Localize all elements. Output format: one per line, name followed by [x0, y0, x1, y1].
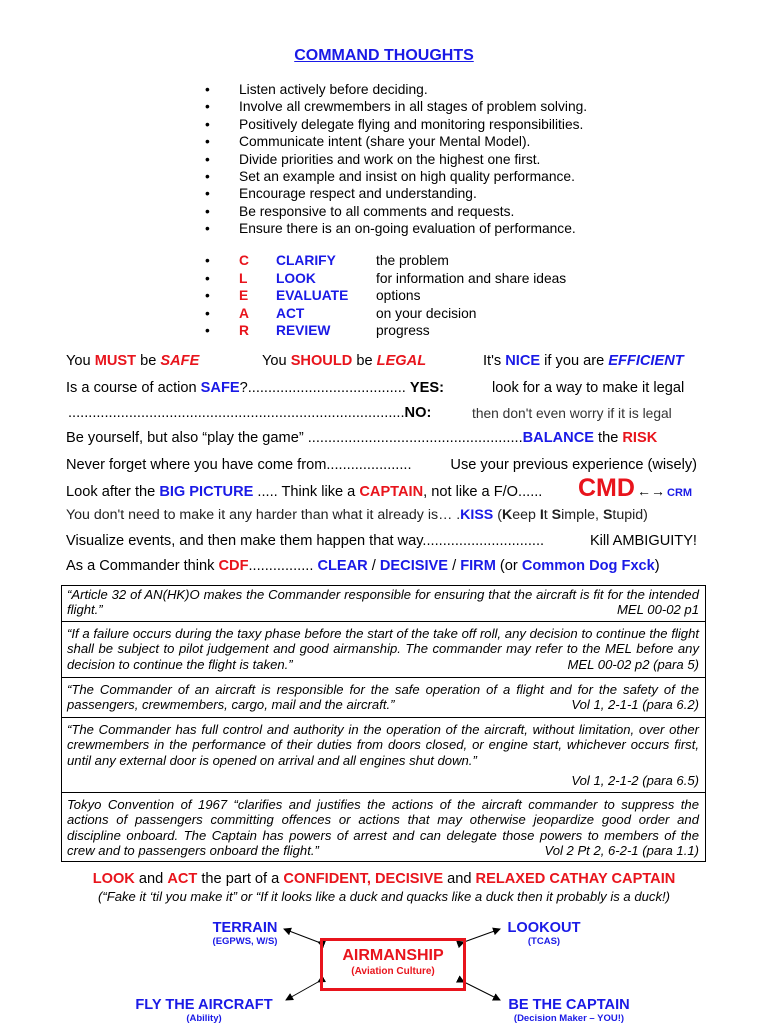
quote-reference: Vol 2 Pt 2, 6-2-1 (para 1.1): [540, 843, 699, 858]
bullet-icon: •: [205, 82, 210, 97]
airmanship-center-box: AIRMANSHIP (Aviation Culture): [320, 938, 466, 991]
quote-reference: MEL 00-02 p1: [616, 602, 699, 617]
should-legal-line: You SHOULD be LEGAL: [262, 353, 427, 369]
list-item: • Involve all crewmembers in all stages of problem solving.: [205, 99, 588, 115]
crm-label: CRM: [667, 487, 693, 499]
bullet-icon: •: [205, 134, 210, 150]
list-item: • Communicate intent (share your Mental Model).: [205, 134, 531, 150]
page-title: COMMAND THOUGHTS: [294, 47, 474, 64]
bullet-icon: •: [205, 305, 210, 321]
cdf-line: As a Commander think CDF................ CLEAR / DECISIVE / FIRM (or Common Dog Fxck): [66, 558, 660, 574]
slogan: LOOK and ACT the part of a CONFIDENT, DECISIVE and RELAXED CATHAY CAPTAIN: [92, 871, 676, 887]
big-picture-line: Look after the BIG PICTURE ..... Think like a CAPTAIN, not like a F/O......: [66, 484, 543, 500]
clear-row: • R REVIEW progress: [205, 323, 430, 338]
bullet-icon: •: [205, 221, 210, 237]
clear-row: • L LOOK for information and share ideas: [205, 270, 567, 286]
bullet-icon: •: [205, 99, 210, 115]
bullet-icon: •: [205, 151, 210, 167]
quote-reference: MEL 00-02 p2 (para 5): [567, 657, 699, 672]
visualize-line: Visualize events, and then make them happen that way..............................: [66, 533, 545, 549]
list-item: • Divide priorities and work on the highest one first.: [205, 151, 541, 167]
list-item: • Be responsive to all comments and requests.: [205, 203, 515, 219]
double-arrow-icon: ←→: [637, 483, 665, 499]
bullet-icon: •: [205, 186, 210, 202]
lookout-node: LOOKOUT (TCAS): [507, 920, 581, 947]
bullet-icon: •: [205, 169, 210, 185]
quote-text: “The Commander has full control and authority in the operation of the aircraft, without limitation, over other crewmembers in the performance of their duties from doors closed, or engine start, whichever occurs first, until any external door is opened on arrival and all engines shut down.”: [67, 722, 699, 768]
bullet-icon: •: [205, 270, 210, 286]
clear-row: • A ACT on your decision: [205, 305, 477, 321]
kiss-line: You don't need to make it any harder than what it already is… .KISS (Keep It Simple, Stupid): [66, 507, 648, 523]
quote-text: “Article 32 of AN(HK)O makes the Commander responsible for ensuring that the aircraft is fit for the intended flight.”: [67, 587, 699, 618]
kill-ambiguity-text: Kill AMBIGUITY!: [589, 533, 697, 549]
list-item: • Listen actively before deciding.: [205, 82, 428, 97]
clear-row: • E EVALUATE options: [205, 288, 421, 303]
bullet-icon: •: [205, 253, 210, 268]
quote-reference: Vol 1, 2-1-1 (para 6.2): [571, 697, 699, 712]
be-captain-node: BE THE CAPTAIN (Decision Maker – YOU!): [508, 997, 630, 1024]
bullet-icon: •: [205, 203, 210, 219]
fly-aircraft-node: FLY THE AIRCRAFT (Ability): [135, 997, 273, 1024]
list-item: • Ensure there is an on-going evaluation of performance.: [205, 221, 576, 237]
safe-question-line: Is a course of action SAFE?....................................... YES:: [66, 380, 444, 396]
terrain-node: TERRAIN (EGPWS, W/S): [212, 920, 278, 947]
no-line: ...................................................................................NO:: [68, 405, 432, 421]
list-item: • Set an example and insist on high quality performance.: [205, 169, 575, 185]
clear-row: • C CLARIFY the problem: [205, 253, 449, 268]
bullet-icon: •: [205, 323, 210, 338]
quote-text: “If a failure occurs during the taxy phase before the start of the take off roll, any decision to continue the flight shall be subject to pilot judgement and good airmanship. The commander may refer to the MEL before any decision to continue the flight is taken.”: [67, 626, 699, 672]
no-answer: then don't even worry if it is legal: [472, 406, 672, 421]
bullet-icon: •: [205, 288, 210, 303]
nice-efficient-line: It's NICE if you are EFFICIENT: [483, 353, 684, 369]
cmd-label: CMD: [578, 474, 635, 502]
quote-reference: Vol 1, 2-1-2 (para 6.5): [571, 773, 699, 788]
slogan-subtitle: (“Fake it ‘til you make it” or “If it looks like a duck and quacks like a duck then it probably is a duck!): [97, 889, 670, 904]
must-safe-line: You MUST be SAFE: [66, 353, 200, 369]
list-item: • Positively delegate flying and monitoring responsibilities.: [205, 116, 584, 132]
experience-text: Use your previous experience (wisely): [450, 457, 697, 473]
never-forget-line: Never forget where you have come from.....................: [66, 457, 412, 473]
quote-text: “The Commander of an aircraft is responsible for the safe operation of a flight and for the safety of the passengers, crewmembers, cargo, mail and the aircraft.”: [67, 682, 699, 713]
list-item: • Encourage respect and understanding.: [205, 186, 477, 202]
bullet-icon: •: [205, 116, 210, 132]
quote-text: Tokyo Convention of 1967 “clarifies and justifies the actions of the aircraft commander to suppress the actions of passengers committing offences or actions that may otherwise jeopardize good order and discipline onboard. The Captain has powers of arrest and can delegate those powers to members of the crew and to passengers onboard the flight.”: [67, 797, 699, 858]
balance-risk-line: Be yourself, but also “play the game” .....................................................BALANCE the RISK: [66, 430, 658, 446]
yes-answer: look for a way to make it legal: [492, 380, 685, 396]
